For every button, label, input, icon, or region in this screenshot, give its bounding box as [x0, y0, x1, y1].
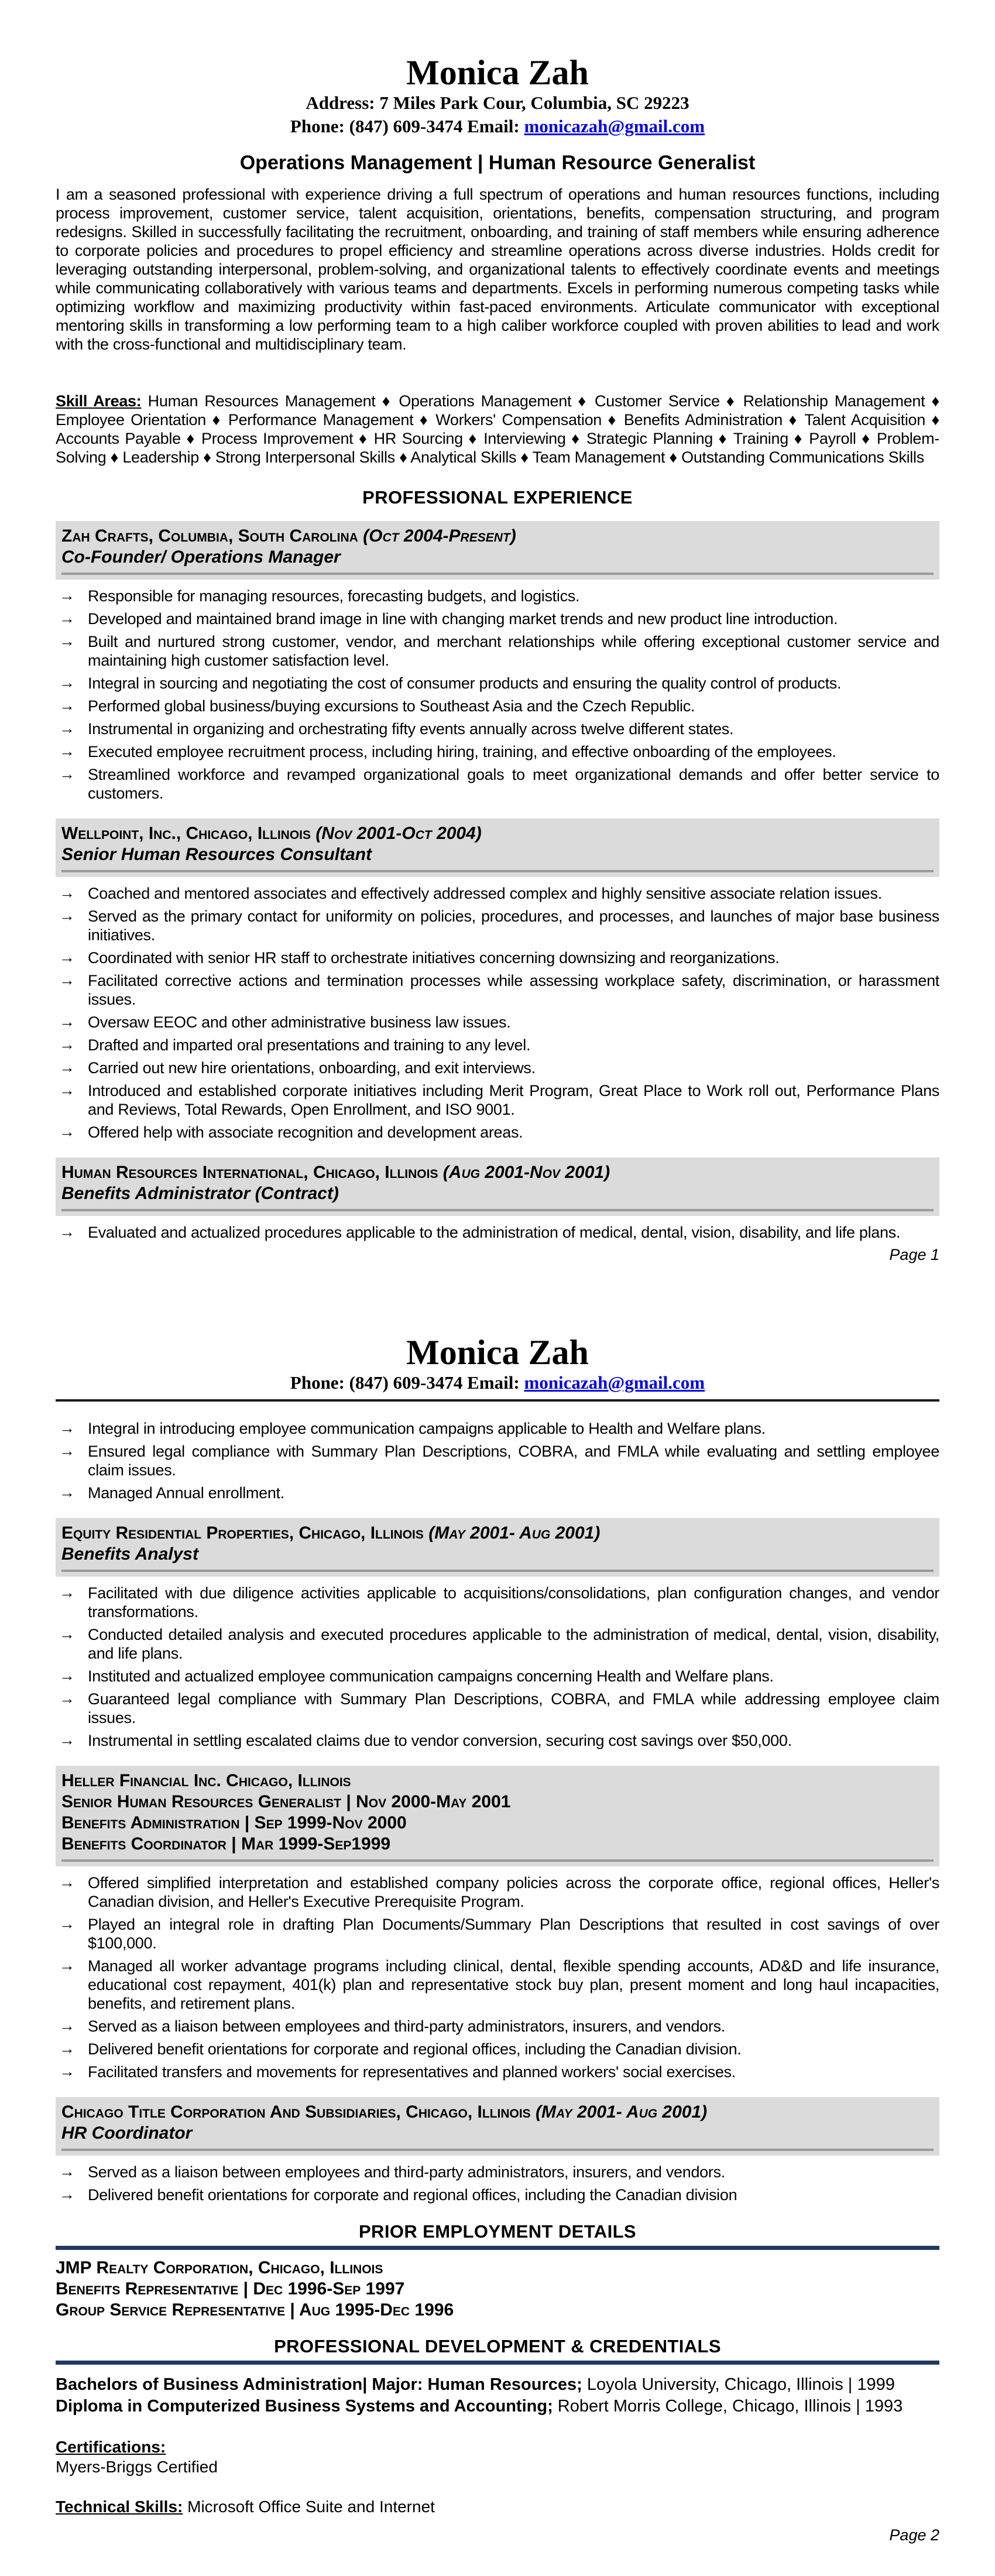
- arrow-bullet-icon: →: [59, 1584, 75, 1601]
- bullet-text: Played an integral role in drafting Plan Documents/Summary Plan Descriptions that resulted in cost savings of over $100,000.: [88, 1916, 939, 1952]
- prior-employment-heading: PRIOR EMPLOYMENT DETAILS: [358, 2221, 637, 2242]
- bullet-item: [56, 697, 939, 715]
- arrow-bullet-icon: →: [59, 2186, 75, 2203]
- bullet-text: Ensured legal compliance with Summary Plan Descriptions, COBRA, and FMLA while evaluating and settling employee claim issues.: [88, 1443, 939, 1479]
- job-company-line: [61, 526, 934, 547]
- bullet-item: [56, 742, 939, 761]
- credential-degree: Bachelors of Business Administration| Major: Human Resources;: [56, 2375, 582, 2394]
- email-label: Email:: [467, 116, 520, 136]
- bullet-text: Performed global business/buying excursions to Southeast Asia and the Czech Republic.: [88, 697, 695, 715]
- job-section-heller-financial: [56, 1766, 939, 2085]
- bullet-item: [56, 1690, 939, 1727]
- bullet-item: [56, 907, 939, 944]
- bullet-text: Instrumental in settling escalated claims due to vendor conversion, securing cost savings over $50,000.: [88, 1732, 792, 1749]
- job-bullets: [56, 1223, 939, 1242]
- bullet-text: Drafted and imparted oral presentations and training to any level.: [88, 1036, 531, 1054]
- bullet-text: Guaranteed legal compliance with Summary Plan Descriptions, COBRA, and FMLA while addressing employee claim issues.: [88, 1690, 939, 1727]
- bullet-text: Integral in introducing employee communication campaigns applicable to Health and Welfare plans.: [88, 1420, 766, 1437]
- arrow-bullet-icon: →: [59, 1915, 75, 1933]
- job-dates: (Oct 2004-Present): [363, 526, 516, 546]
- arrow-bullet-icon: →: [59, 742, 75, 760]
- technical-skills-label: Technical Skills:: [56, 2498, 183, 2516]
- arrow-bullet-icon: →: [59, 674, 75, 691]
- job-bullets: [56, 1584, 939, 1750]
- job-section-chicago-title: [56, 2097, 939, 2208]
- page-number: Page 2: [889, 2526, 939, 2544]
- bullet-text: Conducted detailed analysis and executed procedures applicable to the administration of medical, dental, vision, disability, and life plans.: [88, 1626, 939, 1662]
- page-title: Monica Zah: [406, 53, 589, 92]
- bullet-text: Executed employee recruitment process, including hiring, training, and effective onboarding of the employees.: [88, 743, 836, 761]
- job-header: [56, 1518, 939, 1577]
- job-company-line: [61, 823, 934, 844]
- bullet-text: Served as a liaison between employees and third-party administrators, insurers, and vendors.: [88, 2163, 725, 2181]
- phone-label: Phone:: [290, 116, 345, 136]
- bullet-item: [56, 674, 939, 693]
- job-company-line: [61, 1162, 934, 1183]
- bullet-text: Facilitated corrective actions and termination processes while assessing workplace safety, discrimination, or harassment issues.: [88, 972, 939, 1008]
- bullet-item: [56, 1957, 939, 2013]
- phone-email-line: [56, 1371, 939, 1395]
- bullet-text: Facilitated transfers and movements for representatives and planned workers' social exercises.: [88, 2063, 736, 2081]
- address-line: [56, 91, 939, 115]
- bullet-text: Served as a liaison between employees and third-party administrators, insurers, and vendors.: [88, 2017, 725, 2035]
- email-link[interactable]: monicazah@gmail.com: [524, 116, 705, 136]
- job-section-equity-residential: [56, 1518, 939, 1754]
- job-company-line: [61, 1770, 934, 1791]
- bullet-text: Carried out new hire orientations, onboarding, and exit interviews.: [88, 1059, 536, 1077]
- prior-roles: [56, 2279, 939, 2321]
- job-section-zah-crafts: [56, 521, 939, 807]
- arrow-bullet-icon: →: [59, 2040, 75, 2057]
- job-header: [56, 2097, 939, 2156]
- address-label: Address:: [306, 93, 375, 113]
- bullet-text: Managed Annual enrollment.: [88, 1484, 284, 1502]
- job-dates: (Nov 2001-Oct 2004): [315, 824, 482, 843]
- bullet-item: [56, 2186, 939, 2204]
- bullet-item: [56, 587, 939, 605]
- bullet-text: Offered simplified interpretation and established company policies across the corporate office, regional offices, Heller's Canadian division, and Heller's Executive Prerequisite Program.: [88, 1874, 939, 1910]
- prior-role-line: Benefits Representative | Dec 1996-Sep 1997: [56, 2279, 405, 2298]
- arrow-bullet-icon: →: [59, 632, 75, 650]
- bullet-text: Streamlined workforce and revamped organizational goals to meet organizational demands and offer better service to customers.: [88, 766, 939, 802]
- arrow-bullet-icon: →: [59, 1036, 75, 1053]
- job-header-rule: [61, 870, 934, 872]
- certifications-label: Certifications:: [56, 2438, 166, 2456]
- arrow-bullet-icon: →: [59, 2163, 75, 2180]
- arrow-bullet-icon: →: [59, 1957, 75, 1974]
- credential-line: [56, 2374, 939, 2396]
- job-title: Co-Founder/ Operations Manager: [61, 547, 341, 567]
- arrow-bullet-icon: →: [59, 1081, 75, 1099]
- bullet-item: [56, 1123, 939, 1142]
- phone-value: (847) 609-3474: [349, 116, 463, 136]
- header-divider-rule: [56, 1399, 939, 1402]
- bullet-text: Facilitated with due diligence activities applicable to acquisitions/consolidations, plan configuration changes, and vendor transformations.: [88, 1584, 939, 1621]
- arrow-bullet-icon: →: [59, 1667, 75, 1684]
- job-company: Zah Crafts, Columbia, South Carolina: [61, 526, 358, 546]
- arrow-bullet-icon: →: [59, 587, 75, 604]
- bullet-text: Delivered benefit orientations for corporate and regional offices, including the Canadian division: [88, 2186, 737, 2204]
- bullet-text: Introduced and established corporate initiatives including Merit Program, Great Place to Work roll out, Performance Plans and Reviews, Total Rewards, Open Enrollment, and ISO 9001.: [88, 1082, 939, 1118]
- bullet-item: [56, 2163, 939, 2181]
- bullet-item: [56, 632, 939, 670]
- bullet-text: Integral in sourcing and negotiating the cost of consumer products and ensuring the quality control of products.: [88, 674, 842, 692]
- bullet-item: [56, 1484, 939, 1502]
- technical-skills-block: [56, 2497, 939, 2517]
- email-link[interactable]: monicazah@gmail.com: [524, 1372, 705, 1393]
- bullet-text: Oversaw EEOC and other administrative business law issues.: [88, 1013, 511, 1031]
- job-header-rule: [61, 1859, 934, 1862]
- job-role-line: Senior Human Resources Generalist | Nov 2000-May 2001: [61, 1792, 511, 1811]
- arrow-bullet-icon: →: [59, 2017, 75, 2034]
- bullet-item: [56, 609, 939, 628]
- technical-skills-value: Microsoft Office Suite and Internet: [187, 2498, 435, 2516]
- bullet-text: Managed all worker advantage programs including clinical, dental, flexible spending accounts, AD&D and life insurance, educational cost repayment, 401(k) plan and representative stock buy plan, present moment and long haul incapacities, benefits, and retirement plans.: [88, 1957, 939, 2012]
- credential-school: Loyola University, Chicago, Illinois | 1999: [582, 2375, 895, 2394]
- bullet-item: [56, 2063, 939, 2081]
- job-title: HR Coordinator: [61, 2123, 193, 2143]
- arrow-bullet-icon: →: [59, 1419, 75, 1437]
- arrow-bullet-icon: →: [59, 765, 75, 783]
- bullet-item: [56, 1419, 939, 1438]
- bullet-item: [56, 1036, 939, 1054]
- bullet-item: [56, 971, 939, 1009]
- job-bullets: [56, 1873, 939, 2081]
- summary-paragraph: I am a seasoned professional with experience driving a full spectrum of operations and human resources functions, including process improvement, customer service, talent acquisition, orientations, benefits, compensation structuring, and program redesigns. Skilled in successfully facilitating the recruitment, onboarding, and training of staff members while ensuring adherence to corporate policies and procedures to propel efficiency and streamline operations across diverse industries. Holds credit for leveraging outstanding interpersonal, problem-solving, and organizational talents to effectively coordinate events and meetings while communicating collaboratively with various teams and departments. Excels in performing numerous competing tasks while optimizing workflow and maximizing productivity within fast-paced environments. Articulate communicator with exceptional mentoring skills in transforming a low performing team to a high caliber workforce coupled with proven abilities to lead and work with the cross-functional and multidisciplinary team.: [56, 186, 939, 353]
- bullet-item: [56, 1915, 939, 1952]
- job-title: Senior Human Resources Consultant: [61, 845, 372, 864]
- arrow-bullet-icon: →: [59, 2063, 75, 2080]
- page-2: [0, 1288, 995, 2576]
- job-company: Human Resources International, Chicago, Illinois: [61, 1163, 438, 1182]
- job-header: [56, 521, 939, 580]
- phone-email-line: [56, 115, 939, 138]
- job-company-line: [61, 2102, 934, 2123]
- job-bullets: [56, 587, 939, 803]
- prior-company: JMP Realty Corporation, Chicago, Illinois: [56, 2258, 383, 2277]
- arrow-bullet-icon: →: [59, 1873, 75, 1891]
- development-rule: [56, 2361, 939, 2365]
- page-title: Monica Zah: [406, 1333, 589, 1372]
- bullet-text: Evaluated and actualized procedures applicable to the administration of medical, dental, vision, disability, and life plans.: [88, 1224, 901, 1241]
- credential-degree: Diploma in Computerized Business Systems and Accounting;: [56, 2397, 553, 2416]
- bullet-text: Developed and maintained brand image in line with changing market trends and new product line introduction.: [88, 610, 838, 628]
- job-company-line: [61, 1523, 934, 1544]
- bullet-item: [56, 1873, 939, 1911]
- arrow-bullet-icon: →: [59, 971, 75, 989]
- bullet-item: [56, 1059, 939, 1077]
- arrow-bullet-icon: →: [59, 1731, 75, 1749]
- phone-value: (847) 609-3474: [349, 1372, 463, 1393]
- address-value: 7 Miles Park Cour, Columbia, SC 29223: [379, 93, 689, 113]
- experience-heading: PROFESSIONAL EXPERIENCE: [362, 487, 633, 508]
- bullet-item: [56, 2017, 939, 2036]
- job-role-line: Benefits Administration | Sep 1999-Nov 2000: [61, 1813, 407, 1832]
- credential-line: [56, 2396, 939, 2417]
- job-header-rule: [61, 2149, 934, 2151]
- job-header-rule: [61, 1209, 934, 1211]
- job-title: Benefits Administrator (Contract): [61, 1184, 339, 1203]
- arrow-bullet-icon: →: [59, 1059, 75, 1076]
- bullet-item: [56, 1584, 939, 1621]
- arrow-bullet-icon: →: [59, 1484, 75, 1501]
- job-header: [56, 818, 939, 877]
- bullet-item: [56, 1667, 939, 1686]
- prior-role-line: Group Service Representative | Aug 1995-Dec 1996: [56, 2300, 454, 2320]
- bullet-item: [56, 1013, 939, 1032]
- job-bullets: [56, 884, 939, 1142]
- arrow-bullet-icon: →: [59, 948, 75, 966]
- job-section-wellpoint: [56, 818, 939, 1146]
- arrow-bullet-icon: →: [59, 884, 75, 902]
- prior-employment-block: [56, 2250, 939, 2321]
- prior-employment-rule: [56, 2246, 939, 2250]
- bullet-item: [56, 884, 939, 903]
- job-company: Chicago Title Corporation And Subsidiaries, Chicago, Illinois: [61, 2102, 531, 2122]
- bullet-text: Built and nurtured strong customer, vendor, and merchant relationships while offering exceptional customer service and maintaining high customer satisfaction level.: [88, 633, 939, 669]
- bullet-text: Served as the primary contact for uniformity on policies, procedures, and processes, and launches of major base business initiatives.: [88, 907, 939, 944]
- email-label: Email:: [467, 1372, 520, 1393]
- bullet-item: [56, 1625, 939, 1663]
- job-section-hr-international: [56, 1157, 939, 1246]
- bullet-item: [56, 765, 939, 803]
- bullet-item: [56, 1223, 939, 1242]
- arrow-bullet-icon: →: [59, 1690, 75, 1707]
- arrow-bullet-icon: →: [59, 1223, 75, 1241]
- arrow-bullet-icon: →: [59, 1625, 75, 1643]
- job-company: Wellpoint, Inc., Chicago, Illinois: [61, 824, 311, 843]
- job-company: Equity Residential Properties, Chicago, Illinois: [61, 1523, 424, 1543]
- skills-list: Human Resources Management ♦ Operations Management ♦ Customer Service ♦ Relationship Management ♦ Employee Orientation ♦ Performance Management ♦ Workers' Compensation ♦ Benefits Administration ♦ Talent Acquisition ♦ Accounts Payable ♦ Process Improvement ♦ HR Sourcing ♦ Interviewing ♦ Strategic Planning ♦ Training ♦ Payroll ♦ Problem-Solving ♦ Leadership ♦ Strong Interpersonal Skills ♦ Analytical Skills ♦ Team Management ♦ Outstanding Communications Skills: [56, 392, 940, 466]
- job-header-rule: [61, 1570, 934, 1572]
- arrow-bullet-icon: →: [59, 1442, 75, 1460]
- bullet-text: Coached and mentored associates and effectively addressed complex and highly sensitive associate relation issues.: [88, 885, 882, 902]
- bullet-item: [56, 1442, 939, 1479]
- credentials-list: [56, 2374, 939, 2417]
- headline: Operations Management | Human Resource Generalist: [239, 152, 756, 174]
- arrow-bullet-icon: →: [59, 720, 75, 737]
- arrow-bullet-icon: →: [59, 1123, 75, 1140]
- certifications-block: [56, 2437, 939, 2477]
- job-roles: [61, 1791, 934, 1855]
- bullet-item: [56, 2040, 939, 2058]
- job-role-line: Benefits Coordinator | Mar 1999-Sep1999: [61, 1834, 391, 1854]
- certifications-value: Myers-Briggs Certified: [56, 2458, 218, 2476]
- job-company: Heller Financial Inc. Chicago, Illinois: [61, 1771, 351, 1790]
- bullet-text: Instituted and actualized employee communication campaigns concerning Health and Welfare plans.: [88, 1667, 774, 1685]
- bullet-item: [56, 948, 939, 967]
- continued-bullets: [56, 1419, 939, 1506]
- job-header: [56, 1157, 939, 1216]
- bullet-item: [56, 1081, 939, 1119]
- bullet-text: Offered help with associate recognition and development areas.: [88, 1123, 523, 1141]
- bullet-text: Responsible for managing resources, forecasting budgets, and logistics.: [88, 587, 580, 605]
- arrow-bullet-icon: →: [59, 1013, 75, 1030]
- bullet-text: Instrumental in organizing and orchestrating fifty events annually across twelve different states.: [88, 720, 734, 738]
- arrow-bullet-icon: →: [59, 697, 75, 714]
- job-dates: (Aug 2001-Nov 2001): [442, 1163, 610, 1182]
- phone-label: Phone:: [290, 1372, 345, 1393]
- job-bullets: [56, 2163, 939, 2204]
- bullet-item: [56, 720, 939, 738]
- page-number: Page 1: [889, 1246, 939, 1263]
- credential-school: Robert Morris College, Chicago, Illinois | 1993: [553, 2397, 903, 2416]
- job-header-rule: [61, 573, 934, 575]
- bullet-item: [56, 1731, 939, 1750]
- skills-label: Skill Areas:: [56, 392, 142, 410]
- arrow-bullet-icon: →: [59, 907, 75, 924]
- skills-paragraph: [56, 392, 939, 467]
- arrow-bullet-icon: →: [59, 609, 75, 627]
- job-dates: (May 2001- Aug 2001): [428, 1523, 601, 1543]
- bullet-text: Coordinated with senior HR staff to orchestrate initiatives concerning downsizing and reorganizations.: [88, 949, 780, 967]
- bullet-text: Delivered benefit orientations for corporate and regional offices, including the Canadian division.: [88, 2040, 742, 2058]
- job-header: [56, 1766, 939, 1866]
- job-dates: (May 2001- Aug 2001): [536, 2102, 708, 2122]
- development-heading: PROFESSIONAL DEVELOPMENT & CREDENTIALS: [274, 2336, 721, 2356]
- job-title: Benefits Analyst: [61, 1544, 198, 1564]
